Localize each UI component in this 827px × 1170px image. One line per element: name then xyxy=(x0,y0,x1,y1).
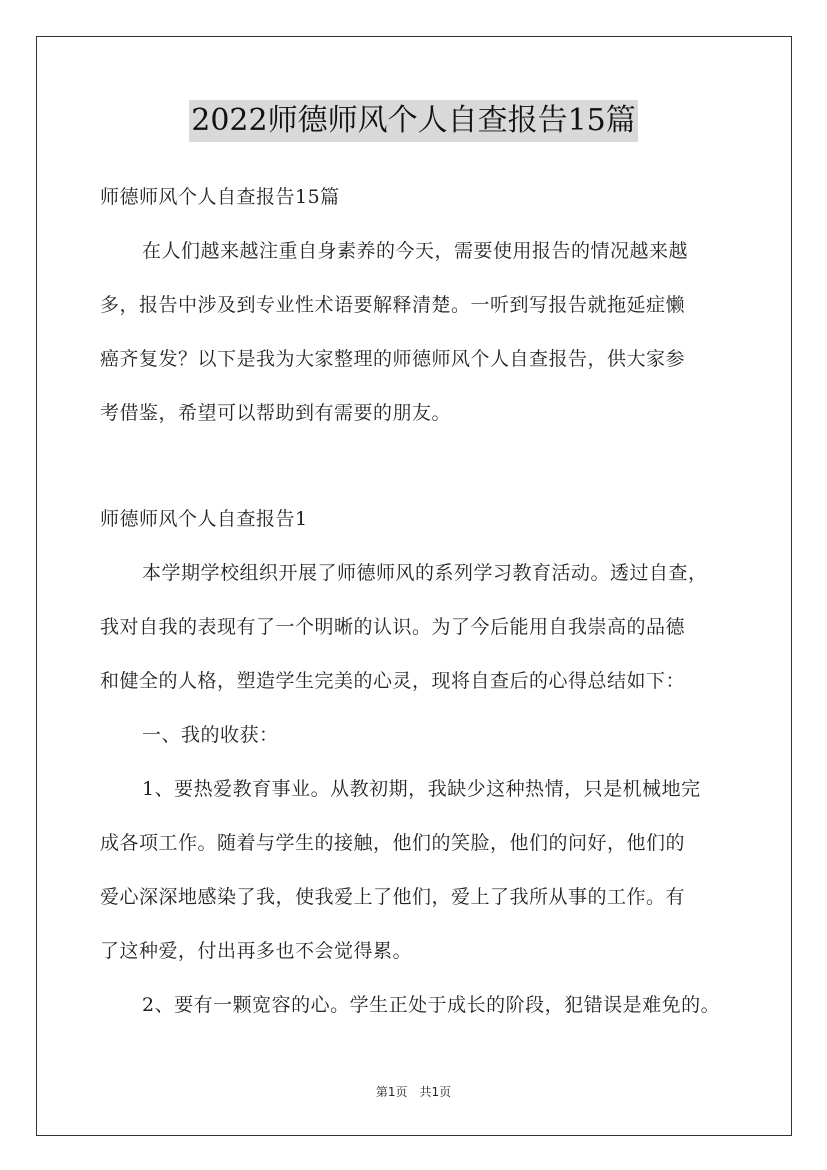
paragraph-line: 和健全的人格，塑造学生完美的心灵，现将自查后的心得总结如下： xyxy=(100,670,686,692)
page-footer xyxy=(0,1083,827,1100)
intro-line: 考借鉴，希望可以帮助到有需要的朋友。 xyxy=(100,402,452,424)
section-heading: 师德师风个人自查报告1 xyxy=(100,508,308,530)
item-line: 爱心深深地感染了我，使我爱上了他们，爱上了我所从事的工作。有 xyxy=(100,886,686,908)
subtitle: 师德师风个人自查报告15篇 xyxy=(100,186,340,208)
item-line: 成各项工作。随着与学生的接触，他们的笑脸，他们的问好，他们的 xyxy=(100,832,686,854)
spacer xyxy=(100,440,730,492)
title-container xyxy=(0,100,827,142)
intro-line: 多，报告中涉及到专业性术语要解释清楚。一听到写报告就拖延症懒 xyxy=(100,294,686,316)
sub-heading: 一、我的收获： xyxy=(142,724,279,746)
paragraph-line: 我对自我的表现有了一个明晰的认识。为了今后能用自我崇高的品德 xyxy=(100,616,686,638)
paragraph-line: 本学期学校组织开展了师德师风的系列学习教育活动。透过自查， xyxy=(142,562,708,584)
document-body xyxy=(100,170,730,1032)
item-line: 2、要有一颗宽容的心。学生正处于成长的阶段，犯错误是难免的。 xyxy=(142,994,721,1016)
intro-line: 癌齐复发？以下是我为大家整理的师德师风个人自查报告，供大家参 xyxy=(100,348,686,370)
page-total: 共1页 xyxy=(419,1085,452,1099)
item-line: 1、要热爱教育事业。从教初期，我缺少这种热情，只是机械地完 xyxy=(142,778,701,800)
page-number: 第1页 xyxy=(375,1085,408,1099)
document-title: 2022师德师风个人自查报告15篇 xyxy=(189,100,638,142)
intro-line: 在人们越来越注重自身素养的今天，需要使用报告的情况越来越 xyxy=(142,240,689,262)
item-line: 了这种爱，付出再多也不会觉得累。 xyxy=(100,940,413,962)
